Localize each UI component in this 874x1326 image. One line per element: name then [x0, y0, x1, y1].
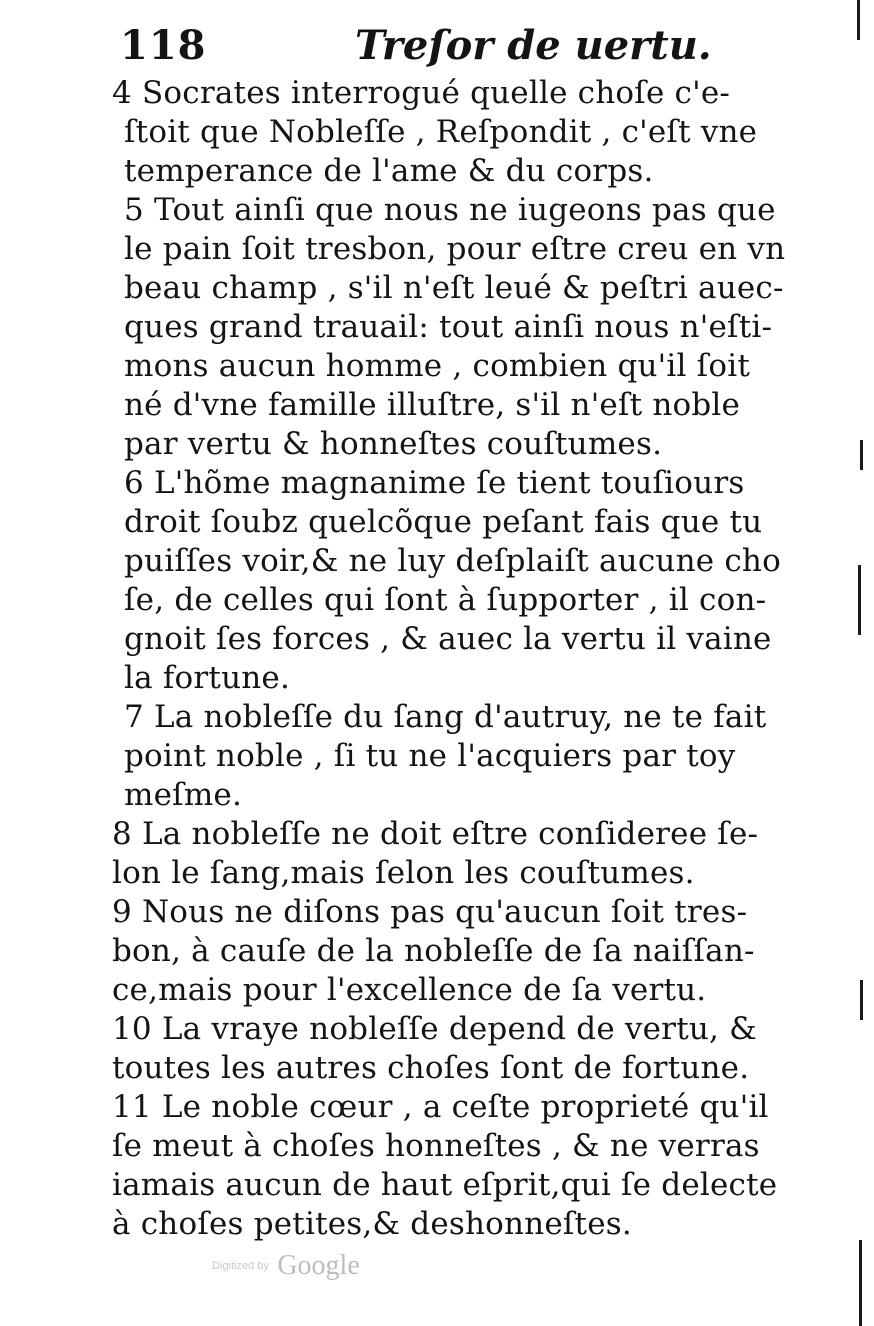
text-line: bon, à cauſe de la nobleſſe de ſa naiſſan- — [112, 933, 755, 969]
text-line: mons aucun homme , combien qu'il ſoit — [124, 348, 750, 384]
text-line: 11 Le noble cœur , a ceſte proprieté qu'il — [112, 1089, 769, 1125]
watermark-logo: Google — [277, 1250, 360, 1281]
text-line: ſtoit que Nobleſſe , Reſpondit , c'eſt vne — [124, 114, 758, 150]
text-line: ques grand trauail: tout ainſi nous n'eſti- — [124, 309, 773, 345]
page-body — [112, 74, 786, 1244]
text-line: beau champ , s'il n'eſt leué & peſtri auec- — [124, 270, 784, 306]
text-line: 9 Nous ne diſons pas qu'aucun ſoit tres- — [112, 894, 748, 930]
text-line: à choſes petites,& deshonneſtes. — [112, 1206, 632, 1242]
binding-edge-mark — [857, 0, 860, 40]
text-line: temperance de l'ame & du corps. — [124, 153, 654, 189]
text-line: 5 Tout ainſi que nous ne iugeons pas que — [124, 192, 776, 228]
text-line: ſe, de celles qui ſont à ſupporter , il con- — [124, 582, 767, 618]
text-line: le pain ſoit tresbon, pour eſtre creu en vn — [124, 231, 786, 267]
text-line: iamais aucun de haut eſprit,qui ſe delecte — [112, 1167, 778, 1203]
text-line: 8 La nobleſſe ne doit eſtre conſideree ſe- — [112, 816, 759, 852]
text-line: ce,mais pour l'excellence de ſa vertu. — [112, 972, 707, 1008]
text-line: toutes les autres choſes ſont de fortune. — [112, 1050, 750, 1086]
binding-edge-mark — [859, 1240, 862, 1326]
digitized-watermark — [212, 1250, 360, 1280]
binding-edge-mark — [858, 565, 861, 635]
page-header — [120, 18, 740, 74]
text-line: droit ſoubz quelcõque peſant fais que tu — [124, 504, 763, 540]
binding-edge-mark — [860, 440, 863, 470]
binding-edge-mark — [860, 980, 863, 1020]
text-line: point noble , ſi tu ne l'acquiers par toy — [124, 738, 736, 774]
text-line: par vertu & honneſtes couſtumes. — [124, 426, 663, 462]
text-line: gnoit ſes forces , & auec la vertu il vaine — [124, 621, 772, 657]
text-line: né d'vne famille illuſtre, s'il n'eſt noble — [124, 387, 741, 423]
page-number: 118 — [120, 22, 207, 69]
text-line: 4 Socrates interrogué quelle choſe c'e- — [112, 75, 731, 111]
text-line: la fortune. — [124, 660, 290, 696]
text-line: 7 La nobleſſe du ſang d'autruy, ne te fait — [124, 699, 767, 735]
text-line: 10 La vraye nobleſſe depend de vertu, & — [112, 1011, 757, 1047]
text-line: ſe meut à choſes honneſtes , & ne verras — [112, 1128, 760, 1164]
watermark-prefix: Digitized by — [212, 1260, 269, 1272]
text-line: puiſſes voir,& ne luy deſplaiſt aucune cho — [124, 543, 781, 579]
text-line: meſme. — [124, 777, 243, 813]
running-title: Treſor de uertu. — [355, 22, 712, 69]
text-line: lon le ſang,mais ſelon les couſtumes. — [112, 855, 695, 891]
text-line: 6 L'hõme magnanime ſe tient touſiours — [124, 465, 745, 501]
